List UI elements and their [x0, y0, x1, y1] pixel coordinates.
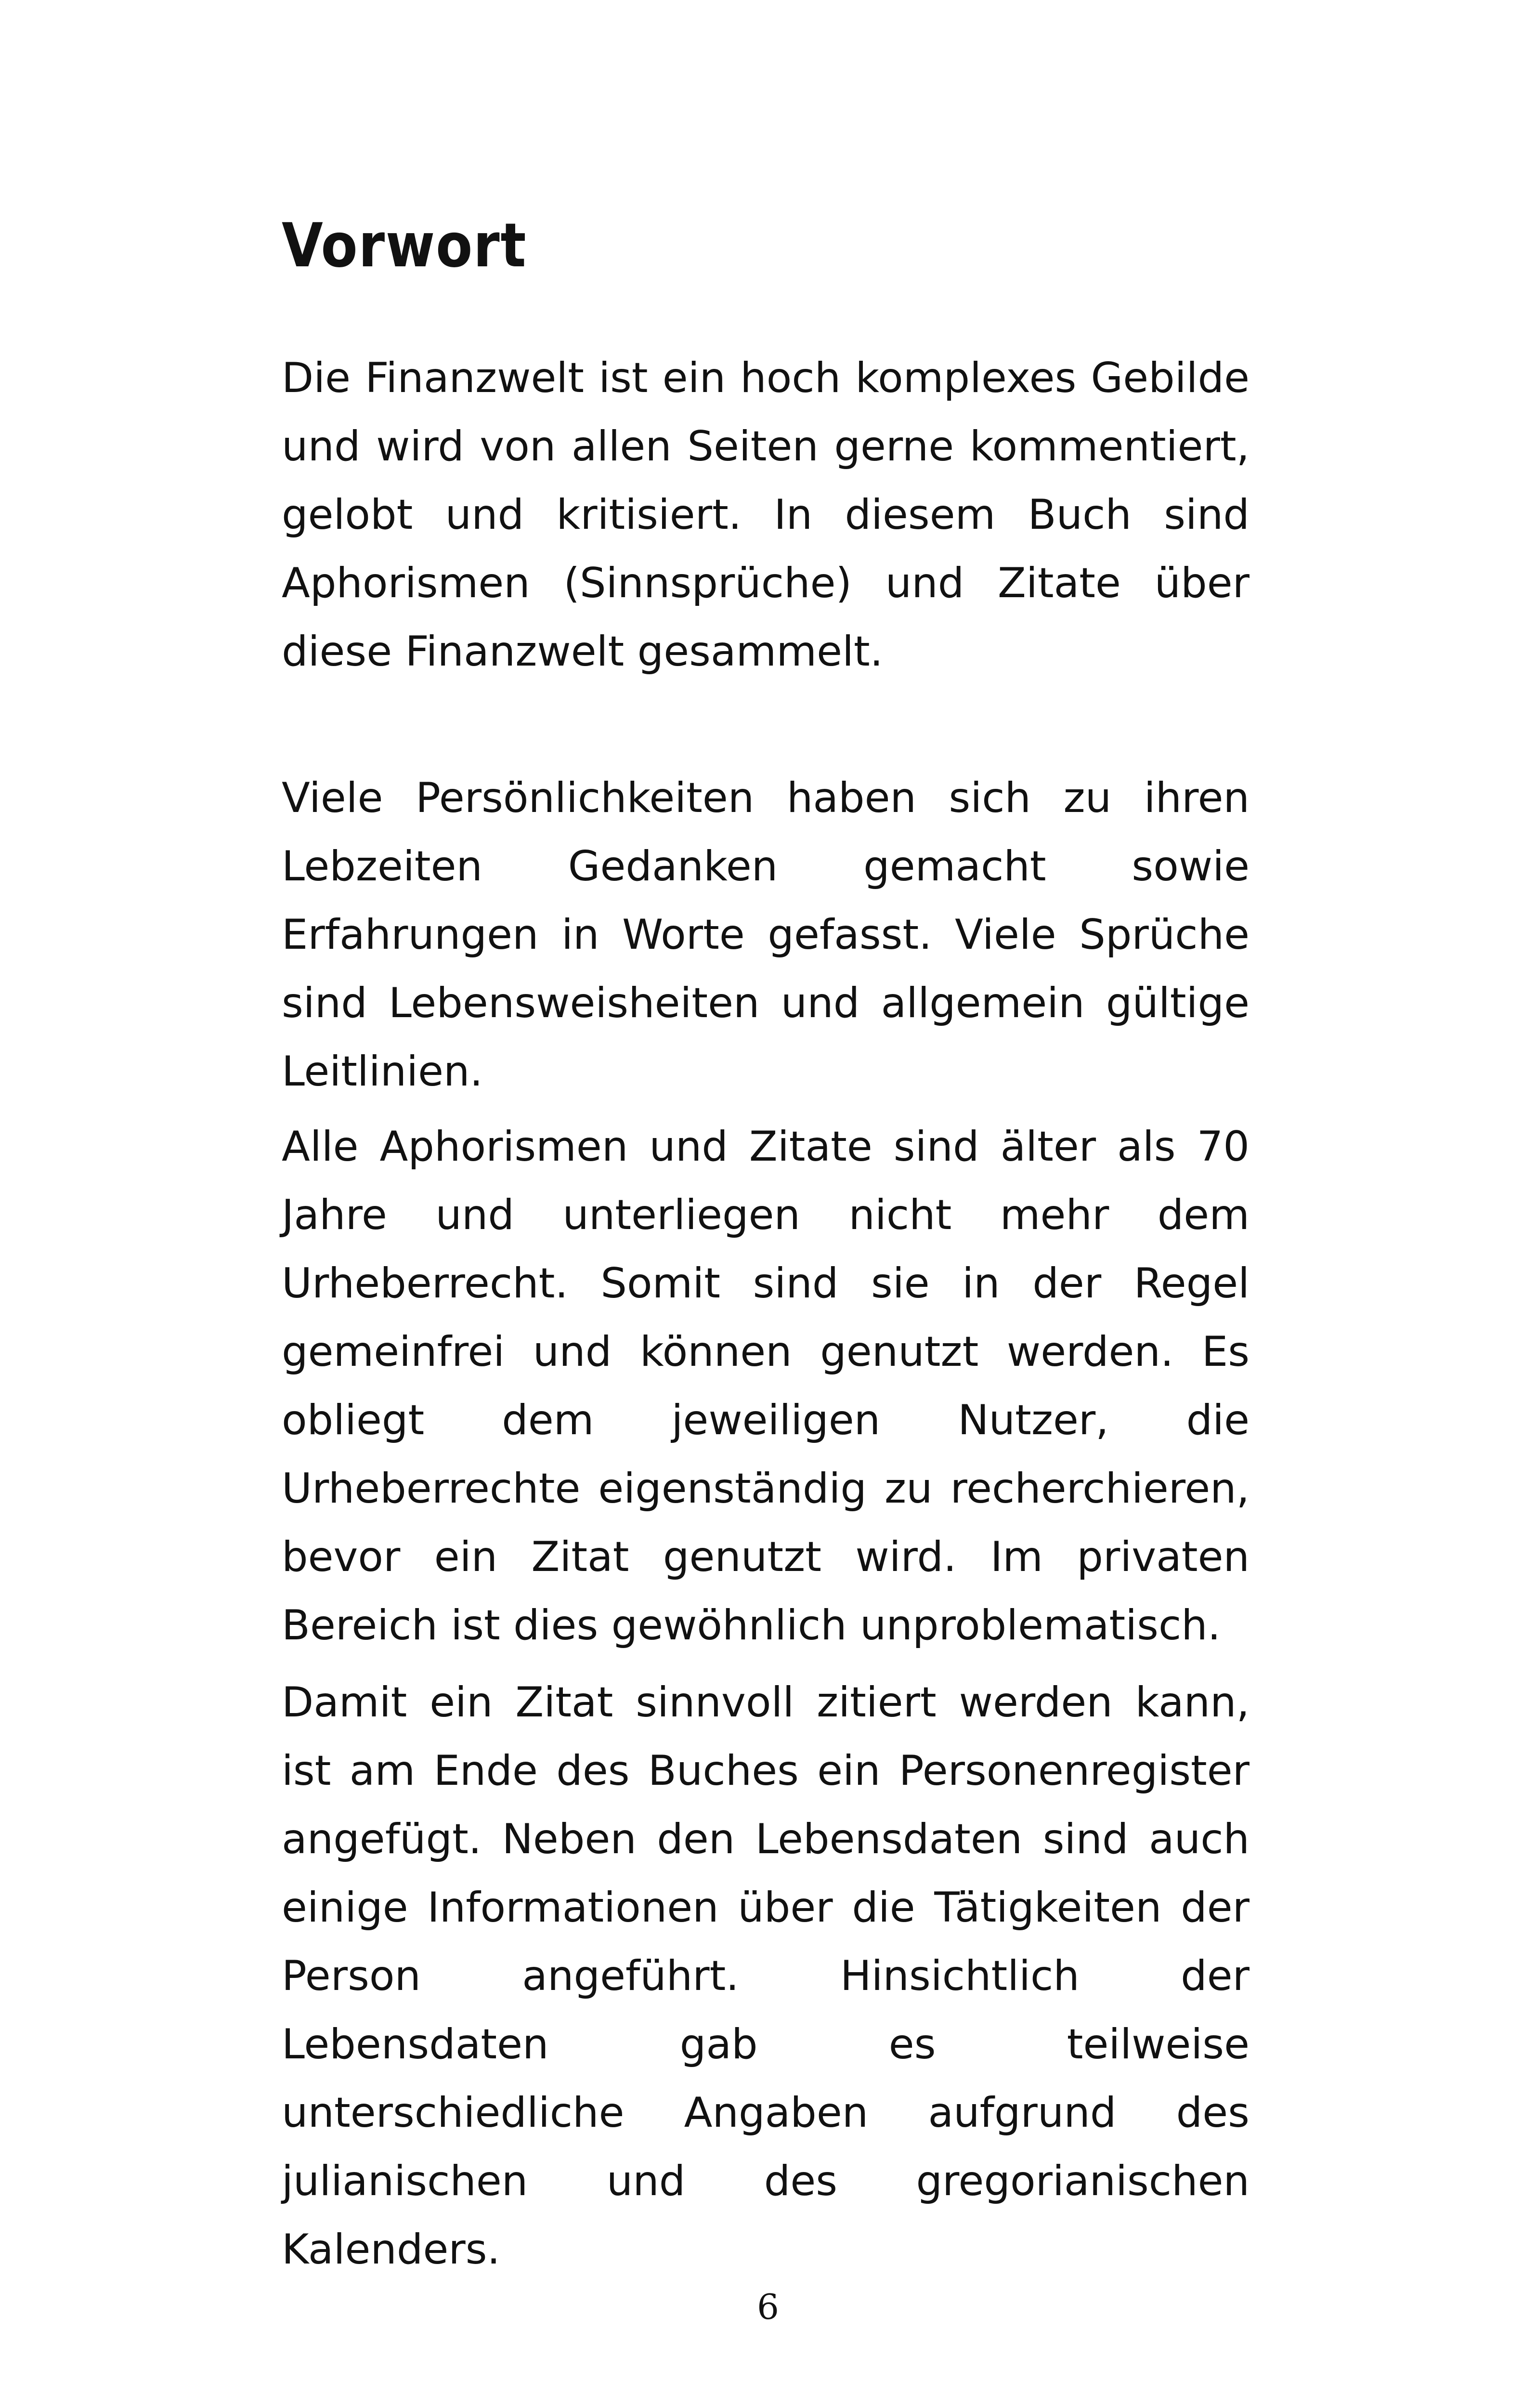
page-number: 6	[757, 2287, 779, 2327]
paragraph-personalities: Viele Persönlichkeiten haben sich zu ihren Lebzeiten Gedanken gemacht sowie Erfahrungen in Worte gefasst. Viele Sprüche sind Lebensweisheiten und allgemein gültige Leitlinien.	[282, 774, 1250, 1096]
paragraph-intro: Die Finanzwelt ist ein hoch komplexes Gebilde und wird von allen Seiten gerne kommentiert, gelobt und kritisiert. In diesem Buch sind Aphorismen (Sinnsprüche) und Zitate über diese Finanzwelt gesammelt.	[282, 354, 1250, 676]
paragraph-copyright: Alle Aphorismen und Zitate sind älter als 70 Jahre und unterliegen nicht mehr dem Urheberrecht. Somit sind sie in der Regel gemeinfrei und können genutzt werden. Es obliegt dem jeweiligen Nutzer, die Urheberrechte eigenständig zu recherchieren, bevor ein Zitat genutzt wird. Im privaten Bereich ist dies gewöhnlich unproblematisch.	[282, 1123, 1250, 1649]
page-heading: Vorwort	[282, 210, 527, 281]
paragraph-register: Damit ein Zitat sinnvoll zitiert werden kann, ist am Ende des Buches ein Personenregister angefügt. Neben den Lebensdaten sind auch einige Informationen über die Tätigkeiten der Person angeführt. Hinsichtlich der Lebensdaten gab es teilweise unterschiedliche Angaben aufgrund des julianischen und des gregorianischen Kalenders.	[282, 1678, 1250, 2274]
